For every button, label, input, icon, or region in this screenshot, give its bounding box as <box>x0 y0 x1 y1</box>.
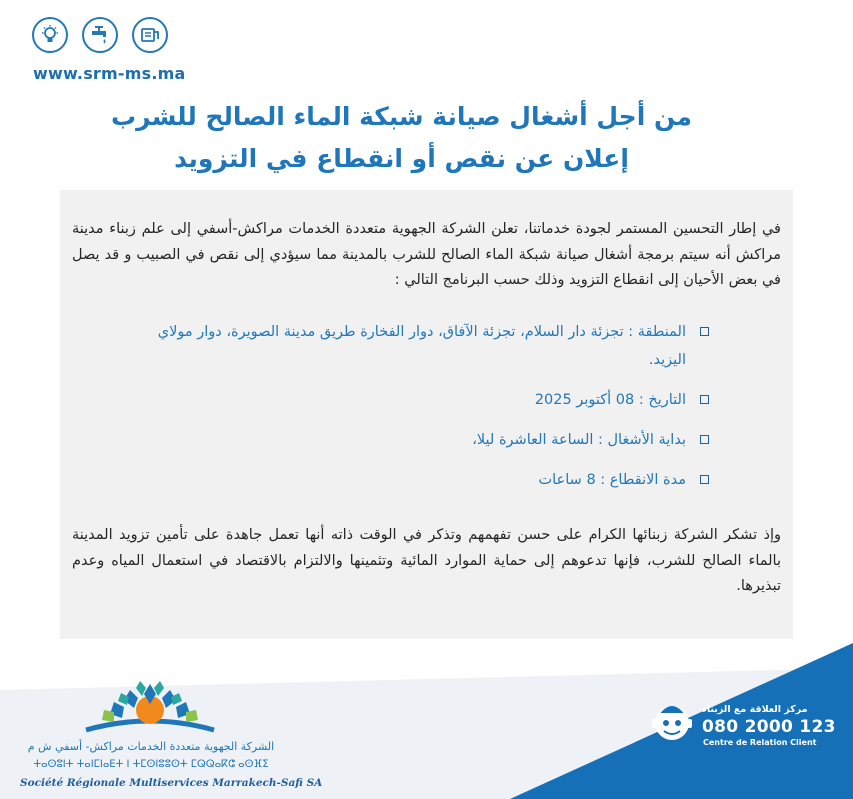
notice-title: من أجل أشغال صيانة شبكة الماء الصالح للشرب <box>111 102 692 131</box>
contact-center-subtitle: Centre de Relation Client <box>703 738 817 747</box>
checkbox-bullet-icon <box>700 435 709 444</box>
intro-paragraph: في إطار التحسين المستمر لجودة خدماتنا، تعلن الشركة الجهوية متعددة الخدمات مراكش-أسفي إلى علم زبناء مدينة مراكش أنه سيتم برمجة أشغال صيانة شبكة الماء الصالح للشرب بالمدينة مما سيؤدي إلى نقص في الصبيب و قد يصل في بعض الأحيان إلى انقطاع التزويد وذلك حسب البرنامج التالي : <box>72 221 781 288</box>
lightbulb-icon <box>32 17 68 53</box>
notice-subtitle: إعلان عن نقص أو انقطاع في التزويد <box>174 144 629 173</box>
service-icons <box>32 17 168 53</box>
list-item <box>149 318 709 374</box>
logo-tifinagh-name: ⵜⴰⵙⵓⵏⵜ ⵜⴰⵏⵎⵏⴰⴹⵜ ⵏ ⵜⵎⵙⵏⵓⵓⵙⵜ ⵎⵕⵕⴰⴽⵛ ⴰⵙⴼⵉ <box>33 759 269 770</box>
schedule-start: بداية الأشغال : الساعة العاشرة ليلا، <box>472 432 686 448</box>
website-url[interactable]: www.srm-ms.ma <box>33 64 186 83</box>
schedule-area: المنطقة : تجزئة دار السلام، تجزئة الآفاق، دوار الفخارة طريق مدينة الصويرة، دوار مولاي اليزيد. <box>157 324 686 368</box>
list-item <box>149 426 709 454</box>
logo-french-name: Société Régionale Multiservices Marrakech-Safi SA <box>20 777 323 789</box>
notice-panel <box>60 190 793 639</box>
list-item <box>149 386 709 414</box>
list-item <box>149 466 709 494</box>
checkbox-bullet-icon <box>700 475 709 484</box>
schedule-date: التاريخ : 08 أكتوبر 2025 <box>534 392 686 408</box>
logo-arabic-name: الشركة الجهوية متعددة الخدمات مراكش- أسفي ش م <box>27 740 275 753</box>
schedule-duration: مدة الانقطاع : 8 ساعات <box>538 472 686 488</box>
water-tap-icon <box>82 17 118 53</box>
checkbox-bullet-icon <box>700 395 709 404</box>
contact-center-title: مركز العلاقة مع الزبناء <box>702 704 808 715</box>
electricity-meter-icon <box>132 17 168 53</box>
closing-paragraph: وإذ تشكر الشركة زبنائها الكرام على حسن تفهمهم وتذكر في الوقت ذاته أنها تعمل جاهدة على تأمين تزويد المدينة بالماء الصالح للشرب، فإنها تدعوهم إلى حماية الموارد المائية وتثمينها والالتزام بالاقتصاد في استعمال المياه وعدم تبذيرها. <box>72 527 781 594</box>
schedule-list <box>149 318 709 506</box>
contact-center-phone[interactable]: 080 2000 123 <box>702 717 836 737</box>
checkbox-bullet-icon <box>700 327 709 336</box>
